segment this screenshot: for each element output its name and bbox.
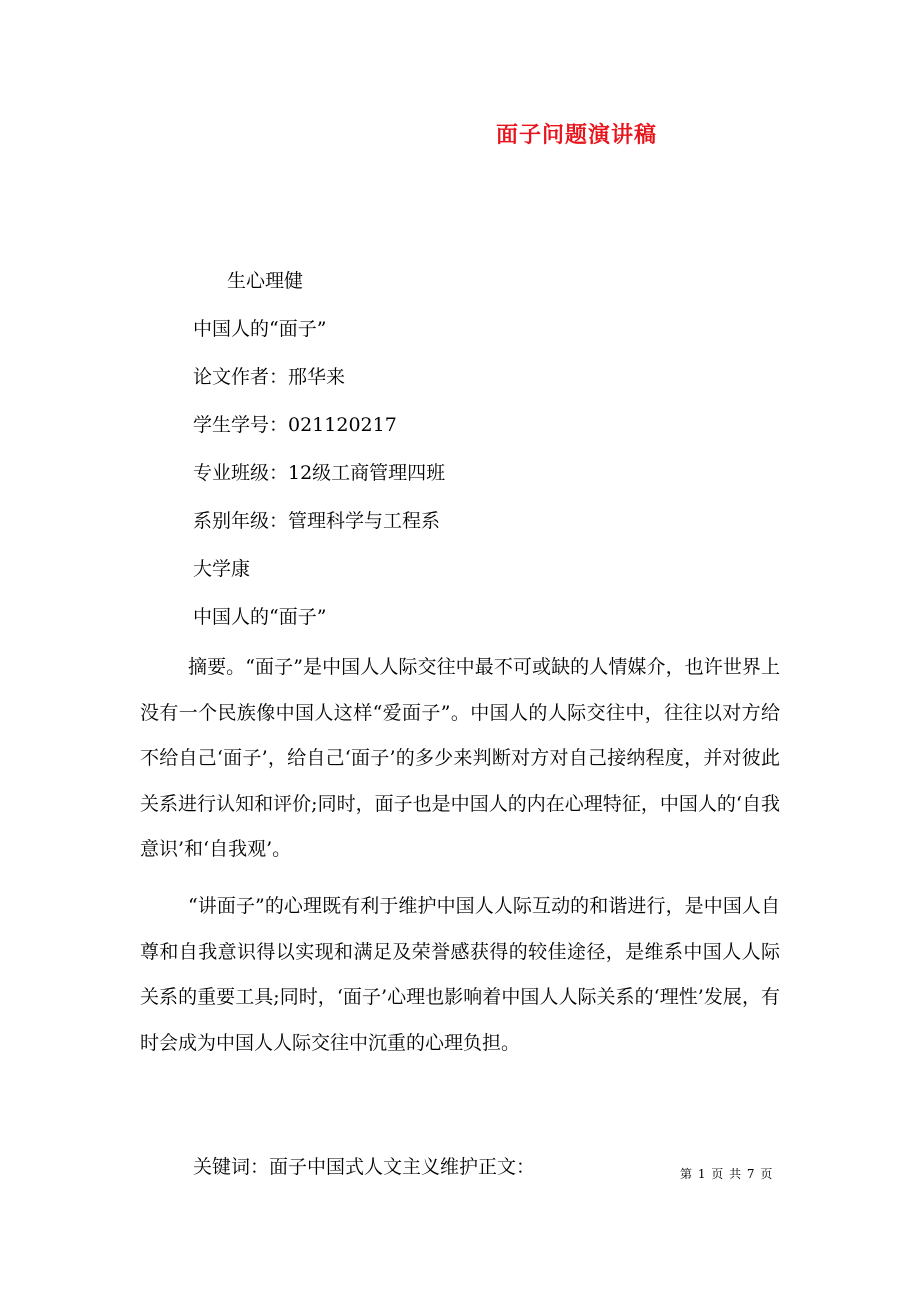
abstract-paragraph: 摘要。“面子”是中国人人际交往中最不可或缺的人情媒介，也许世界上没有一个民族像中国人这样“爱面子”。中国人的人际交往中，往往以对方给不给自己‘面子’，给自己‘面子’的多少来判断对方对自己接纳程度，并对彼此关系进行认知和评价;同时，面子也是中国人的内在心理特征，中国人的‘自我意识’和‘自我观’。 [140,656,780,861]
class-line: 专业班级：12级工商管理四班 [193,462,446,484]
department-line: 系别年级：管理科学与工程系 [193,510,441,532]
meta-line-2: 中国人的“面子” [193,318,327,340]
student-id-line: 学生学号：021120217 [193,414,397,436]
body-paragraph: “讲面子”的心理既有利于维护中国人人际互动的和谐进行，是中国人自尊和自我意识得以实现和满足及荣誉感获得的较佳途径，是维系中国人人际关系的重要工具;同时，‘面子’心理也影响着中国人人际关系的‘理性’发展，有时会成为中国人人际交往中沉重的心理负担。 [140,895,780,1054]
meta-line-7: 大学康 [193,558,251,580]
keywords-line: 关键词：面子中国式人文主义维护正文： [193,1156,536,1178]
author-line: 论文作者：邢华来 [193,366,346,388]
page-footer: 第 1 页 共 7 页 [680,1167,774,1181]
subtitle-line: 中国人的“面子” [193,606,327,628]
document-title: 面子问题演讲稿 [495,122,657,148]
meta-line-1: 生心理健 [227,270,304,292]
